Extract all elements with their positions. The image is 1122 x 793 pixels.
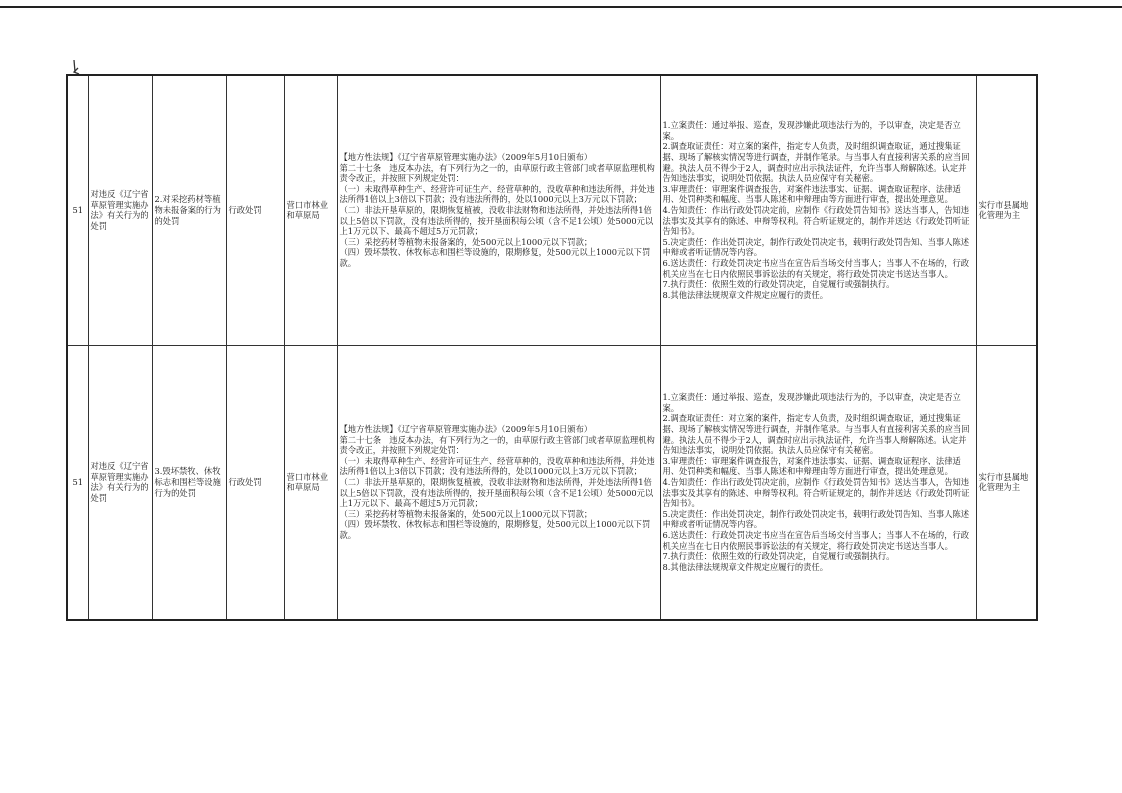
duty-line: 2.调查取证责任：对立案的案件，指定专人负责，及时组织调查取证，通过搜集证据、现场了解核实情况等进行调查，并制作笔录。与当事人有直接利害关系的应当回避。执法人员不得少于2人，调查时应出示执法证件，允许当事人辩解陈述。认定并告知违法事实，说明处罚依据。执法人员应保守有关秘密。 [662,141,970,184]
row-number: 51 [67,75,88,345]
duty-line: 6.送达责任：行政处罚决定书应当在宣告后当场交付当事人；当事人不在场的，行政机关应当在七日内依照民事诉讼法的有关规定，将行政处罚决定书送达当事人。 [662,529,970,551]
duty-line: 3.审理责任：审理案件调查报告，对案件违法事实、证据、调查取证程序、法律适用、处罚种类和幅度、当事人陈述和申辩理由等方面进行审查，提出处理意见。 [662,183,961,205]
responsibility-list [660,75,976,345]
duty-line: 8.其他法律法规规章文件规定应履行的责任。 [662,561,829,572]
responsibility-list [660,345,976,620]
duty-line: 1.立案责任：通过举报、巡查，发现涉嫌此项违法行为的，予以审查，决定是否立案。 [662,392,961,413]
duty-line: 4.告知责任：作出行政处罚决定前，应制作《行政处罚告知书》送达当事人，告知违法事实及其享有的陈述、申辩等权利。符合听证规定的，制作并送达《行政处罚听证告知书》。 [662,204,970,237]
duty-line: 5.决定责任：作出处罚决定，制作行政处罚决定书，载明行政处罚告知、当事人陈述申辩或者听证情况等内容。 [662,508,970,530]
remarks: 实行市县属地化管理为主 [976,345,1037,620]
duty-line: 7.执行责任：依照生效的行政处罚决定，自觉履行或强制执行。 [662,279,895,290]
table-row [67,75,1037,345]
law-line: （二）非法开垦草原的，限期恢复植被，没收非法财物和违法所得，并处违法所得1倍以上5倍以下罚款，没有违法所得的，按开垦面积每公顷（含不足1公顷）处5000元以上1万元以下、最高不超过5万元罚款； [339,204,654,237]
law-line: （二）非法开垦草原的，限期恢复植被，没收非法财物和违法所得，并处违法所得1倍以上5倍以下罚款，没有违法所得的，按开垦面积每公顷（含不足1公顷）处5000元以上1万元以下、最高不超过5万元罚款； [339,476,654,509]
law-line: 第二十七条 违反本办法，有下列行为之一的，由草原行政主管部门或者草原监理机构责令改正，并按照下列规定处罚： [339,162,655,184]
duty-line: 6.送达责任：行政处罚决定书应当在宣告后当场交付当事人；当事人不在场的，行政机关应当在七日内依照民事诉讼法的有关规定，将行政处罚决定书送达当事人。 [662,257,970,279]
law-line: （一）未取得草种生产、经营许可证生产、经营草种的，没收草种和违法所得，并处违法所得1倍以上3倍以下罚款；没有违法所得的，处以1000元以上3万元以下罚款； [339,183,655,205]
department: 营口市林业和草原局 [284,345,337,620]
law-line: （一）未取得草种生产、经营许可证生产、经营草种的，没收草种和违法所得，并处违法所得1倍以上3倍以下罚款；没有违法所得的，处以1000元以上3万元以下罚款； [339,455,655,477]
law-line: 第二十七条 违反本办法，有下列行为之一的，由草原行政主管部门或者草原监理机构责令改正，并按照下列规定处罚： [339,434,655,456]
page-top-rule [0,6,1122,8]
responsibility-table [66,74,1038,621]
legal-basis [337,345,660,620]
duty-line: 4.告知责任：作出行政处罚决定前，应制作《行政处罚告知书》送达当事人，告知违法事实及其享有的陈述、申辩等权利。符合听证规定的，制作并送达《行政处罚听证告知书》。 [662,476,970,509]
law-line: （四）毁坏禁牧、休牧标志和围栏等设施的，限期修复，处500元以上1000元以下罚款。 [339,247,651,268]
remarks: 实行市县属地化管理为主 [976,75,1037,345]
power-type: 行政处罚 [226,345,284,620]
law-line: （四）毁坏禁牧、休牧标志和围栏等设施的，限期修复，处500元以上1000元以下罚款。 [339,519,651,540]
sub-item-name: 2.对采挖药材等植物未报备案的行为的处罚 [152,75,226,345]
law-line: （三）采挖药材等植物未报备案的，处500元以上1000元以下罚款； [339,508,593,519]
duty-line: 1.立案责任：通过举报、巡查，发现涉嫌此项违法行为的，予以审查，决定是否立案。 [662,120,961,141]
duty-line: 7.执行责任：依照生效的行政处罚决定，自觉履行或强制执行。 [662,551,895,562]
table-row [67,345,1037,620]
duty-line: 5.决定责任：作出处罚决定，制作行政处罚决定书，载明行政处罚告知、当事人陈述申辩或者听证情况等内容。 [662,236,970,258]
item-name: 对违反《辽宁省草原管理实施办法》有关行为的处罚 [88,345,152,620]
department: 营口市林业和草原局 [284,75,337,345]
law-line: 【地方性法规】《辽宁省草原管理实施办法》（2009年5月10日颁布） [339,423,593,434]
legal-basis [337,75,660,345]
sub-item-name: 3.毁坏禁牧、休牧标志和围栏等设施行为的处罚 [152,345,226,620]
duty-line: 8.其他法律法规规章文件规定应履行的责任。 [662,289,829,300]
duty-line: 3.审理责任：审理案件调查报告，对案件违法事实、证据、调查取证程序、法律适用、处罚种类和幅度、当事人陈述和申辩理由等方面进行审查，提出处理意见。 [662,455,961,477]
row-number: 51 [67,345,88,620]
duty-line: 2.调查取证责任：对立案的案件，指定专人负责，及时组织调查取证，通过搜集证据、现场了解核实情况等进行调查，并制作笔录。与当事人有直接利害关系的应当回避。执法人员不得少于2人，调查时应出示执法证件，允许当事人辩解陈述。认定并告知违法事实，说明处罚依据。执法人员应保守有关秘密。 [662,413,970,456]
item-name: 对违反《辽宁省草原管理实施办法》有关行为的处罚 [88,75,152,345]
law-line: 【地方性法规】《辽宁省草原管理实施办法》（2009年5月10日颁布） [339,151,593,162]
power-type: 行政处罚 [226,75,284,345]
law-line: （三）采挖药材等植物未报备案的，处500元以上1000元以下罚款； [339,236,593,247]
